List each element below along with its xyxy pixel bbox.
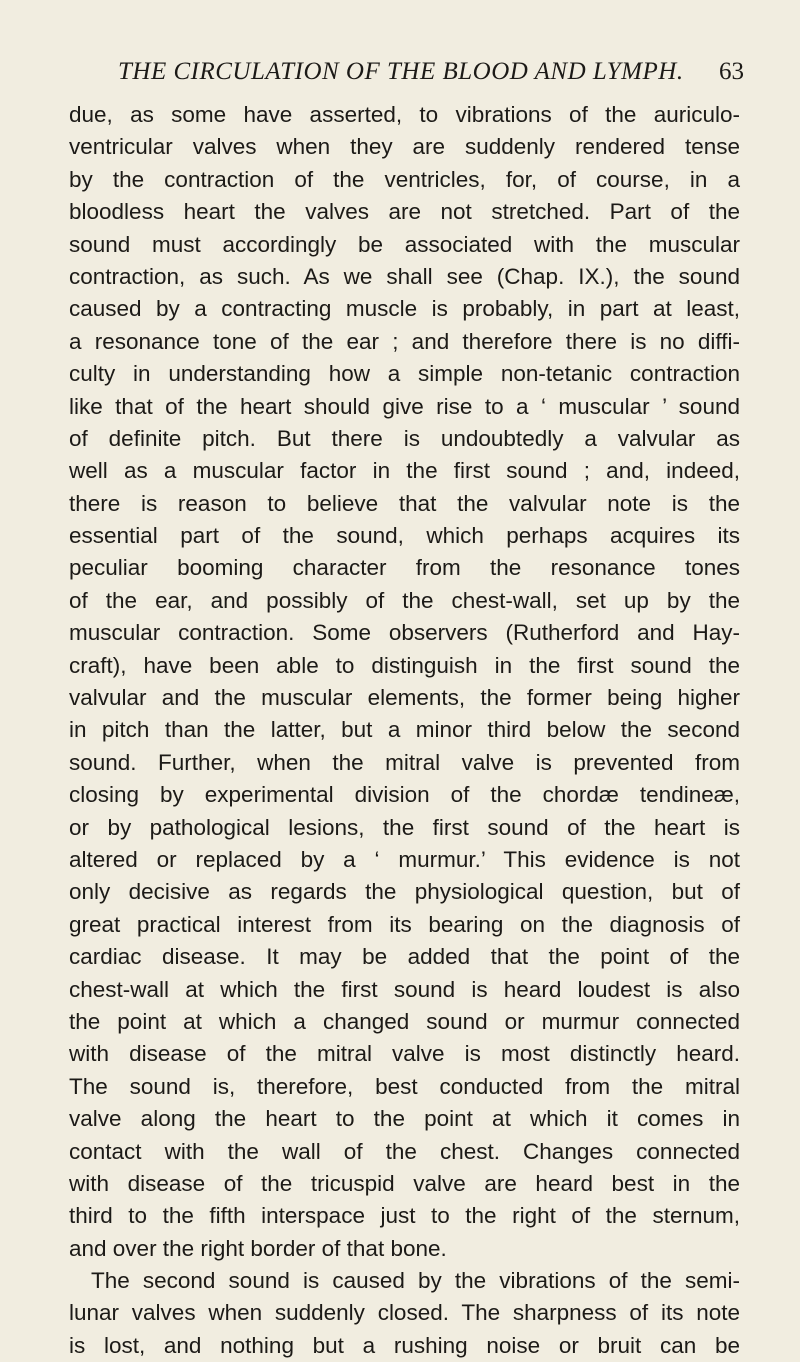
text-line: sound. Further, when the mitral valve is prevented from [69,749,740,775]
text-line: peculiar booming character from the resonance tones [69,555,740,581]
text-line: contact with the wall of the chest. Changes connected [69,1138,740,1164]
text-line: there is reason to believe that the valvular note is the [69,490,740,516]
text-line: a resonance tone of the ear ; and therefore there is no diffi- [69,328,740,354]
text-line: ventricular valves when they are suddenly rendered tense [69,134,740,160]
text-line: with disease of the mitral valve is most distinctly heard. [69,1041,740,1067]
page-number: 63 [719,58,744,85]
text-line: bloodless heart the valves are not stretched. Part of the [69,199,740,225]
text-line: in pitch than the latter, but a minor third below the second [69,717,740,743]
running-head [100,58,744,92]
text-line: is lost, and nothing but a rushing noise or bruit can be [69,1332,740,1358]
text-line: due, as some have asserted, to vibrations of the auriculo- [69,102,740,127]
text-line: muscular contraction. Some observers (Rutherford and Hay- [69,620,740,646]
paragraph-end-line: and over the right border of that bone. [69,1235,447,1261]
text-line: third to the fifth interspace just to the right of the sternum, [69,1203,740,1229]
text-line: lunar valves when suddenly closed. The sharpness of its note [69,1300,740,1326]
text-line: or by pathological lesions, the first sound of the heart is [69,814,740,840]
text-line: altered or replaced by a ‘ murmur.’ This evidence is not [69,846,740,872]
text-line: great practical interest from its bearing on the diagnosis of [69,911,740,937]
text-line: cardiac disease. It may be added that the point of the [69,944,740,970]
text-line: of definite pitch. But there is undoubtedly a valvular as [69,425,740,451]
text-line: caused by a contracting muscle is probably, in part at least, [69,296,740,322]
text-line: the point at which a changed sound or murmur connected [69,1008,740,1034]
text-line: culty in understanding how a simple non-tetanic contraction [69,361,740,387]
text-line: contraction, as such. As we shall see (Chap. IX.), the sound [69,263,740,289]
body-text [69,99,740,1362]
paragraph-start-line: The second sound is caused by the vibrations of the semi- [91,1268,740,1294]
text-line: sound must accordingly be associated with the muscular [69,231,740,257]
text-line: well as a muscular factor in the first sound ; and, indeed, [69,458,740,484]
text-line: The sound is, therefore, best conducted from the mitral [69,1073,740,1099]
text-line: chest-wall at which the first sound is heard loudest is also [69,976,740,1002]
text-line: only decisive as regards the physiological question, but of [69,879,740,905]
text-line: closing by experimental division of the chordæ tendineæ, [69,782,740,808]
text-line: valve along the heart to the point at which it comes in [69,1106,740,1132]
text-line: craft), have been able to distinguish in the first sound the [69,652,740,678]
text-line: by the contraction of the ventricles, for, of course, in a [69,166,740,192]
text-line: like that of the heart should give rise to a ‘ muscular ’ sound [69,393,740,419]
text-line: of the ear, and possibly of the chest-wall, set up by the [69,587,740,613]
text-line: valvular and the muscular elements, the former being higher [69,685,740,711]
running-title: THE CIRCULATION OF THE BLOOD AND LYMPH. [118,58,684,85]
text-line: with disease of the tricuspid valve are heard best in the [69,1170,740,1196]
text-line: essential part of the sound, which perhaps acquires its [69,523,740,549]
